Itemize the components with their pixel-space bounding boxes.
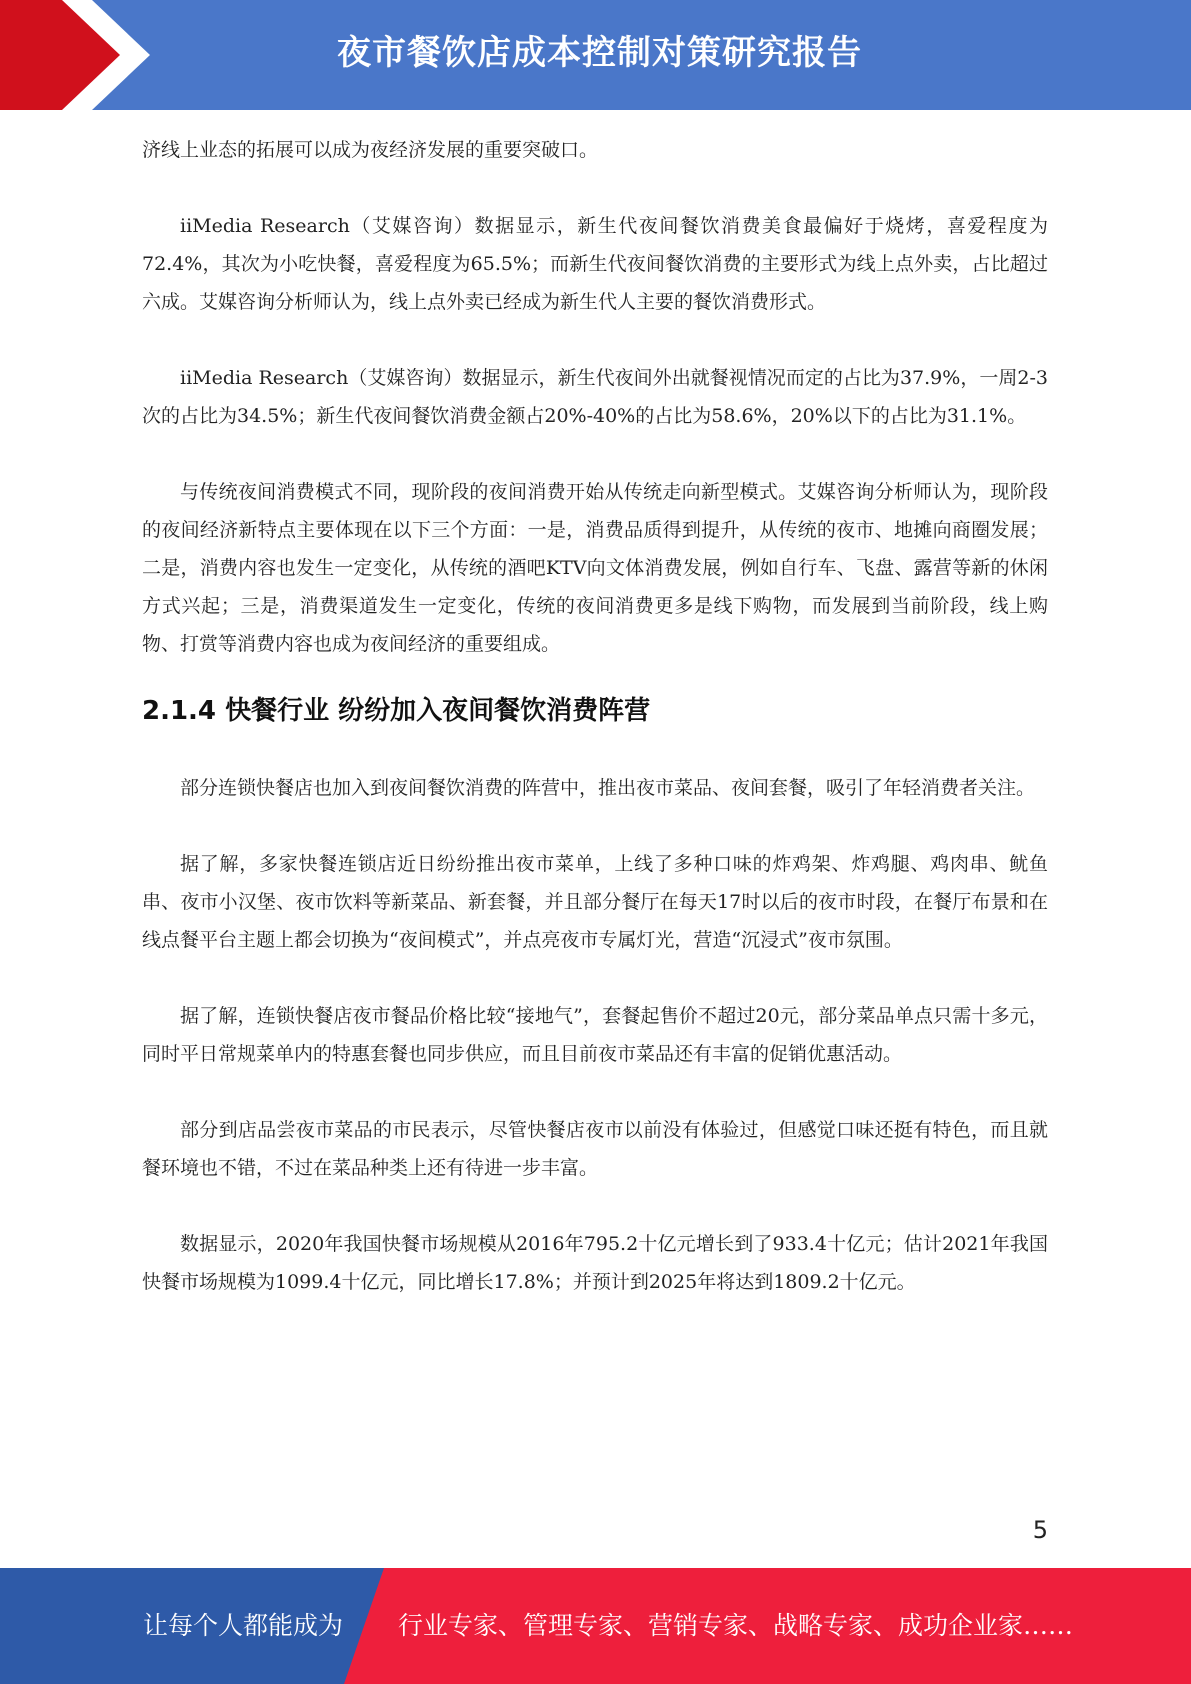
paragraph-customer-feedback: 部分到店品尝夜市菜品的市民表示，尽管快餐店夜市以前没有体验过，但感觉口味还挺有特色，而且就餐环境也不错，不过在菜品种类上还有待进一步丰富。	[142, 1119, 1048, 1179]
paragraph-food-preference: iiMedia Research（艾媒咨询）数据显示，新生代夜间餐饮消费美食最偏好于烧烤，喜爱程度为72.4%，其次为小吃快餐，喜爱程度为65.5%；而新生代夜间餐饮消费的主要形式为线上点外卖，占比超过六成。艾媒咨询分析师认为，线上点外卖已经成为新生代人主要的餐饮消费形式。	[142, 215, 1048, 313]
paragraph-market-size: 数据显示，2020年我国快餐市场规模从2016年795.2十亿元增长到了933.4十亿元；估计2021年我国快餐市场规模为1099.4十亿元，同比增长17.8%；并预计到2025年将达到1809.2十亿元。	[142, 1233, 1048, 1293]
page-number: 5	[1032, 1516, 1048, 1544]
footer-slogan-left: 让每个人都能成为	[143, 1611, 344, 1640]
paragraph-night-pricing: 据了解，连锁快餐店夜市餐品价格比较“接地气”，套餐起售价不超过20元，部分菜品单点只需十多元，同时平日常规菜单内的特惠套餐也同步供应，而且目前夜市菜品还有丰富的促销优惠活动。	[142, 1005, 1048, 1065]
page-header	[0, 0, 1191, 110]
paragraph-dining-frequency: iiMedia Research（艾媒咨询）数据显示，新生代夜间外出就餐视情况而定的占比为37.9%，一周2-3次的占比为34.5%；新生代夜间餐饮消费金额占20%-40%的占比为58.6%，20%以下的占比为31.1%。	[142, 367, 1048, 427]
page-footer	[0, 1568, 1191, 1684]
paragraph-night-menu: 据了解，多家快餐连锁店近日纷纷推出夜市菜单，上线了多种口味的炸鸡架、炸鸡腿、鸡肉串、鱿鱼串、夜市小汉堡、夜市饮料等新菜品、新套餐，并且部分餐厅在每天17时以后的夜市时段，在餐厅布景和在线点餐平台主题上都会切换为“夜间模式”，并点亮夜市专属灯光，营造“沉浸式”夜市氛围。	[142, 853, 1048, 951]
paragraph-night-economy-features: 与传统夜间消费模式不同，现阶段的夜间消费开始从传统走向新型模式。艾媒咨询分析师认为，现阶段的夜间经济新特点主要体现在以下三个方面：一是，消费品质得到提升，从传统的夜市、地摊向商圈发展；二是，消费内容也发生一定变化，从传统的酒吧KTV向文体消费发展，例如自行车、飞盘、露营等新的休闲方式兴起；三是，消费渠道发生一定变化，传统的夜间消费更多是线下购物，而发展到当前阶段，线上购物、打赏等消费内容也成为夜间经济的重要组成。	[142, 481, 1048, 655]
paragraph-chain-fastfood: 部分连锁快餐店也加入到夜间餐饮消费的阵营中，推出夜市菜品、夜间套餐，吸引了年轻消费者关注。	[180, 777, 1036, 799]
footer-slogan-right: 行业专家、管理专家、营销专家、战略专家、成功企业家……	[398, 1611, 1074, 1640]
report-title: 夜市餐饮店成本控制对策研究报告	[337, 33, 862, 73]
page-content	[142, 131, 1048, 1301]
section-heading: 2.1.4 快餐行业 纷纷加入夜间餐饮消费阵营	[142, 696, 651, 726]
paragraph-continued: 济线上业态的拓展可以成为夜经济发展的重要突破口。	[142, 139, 599, 161]
